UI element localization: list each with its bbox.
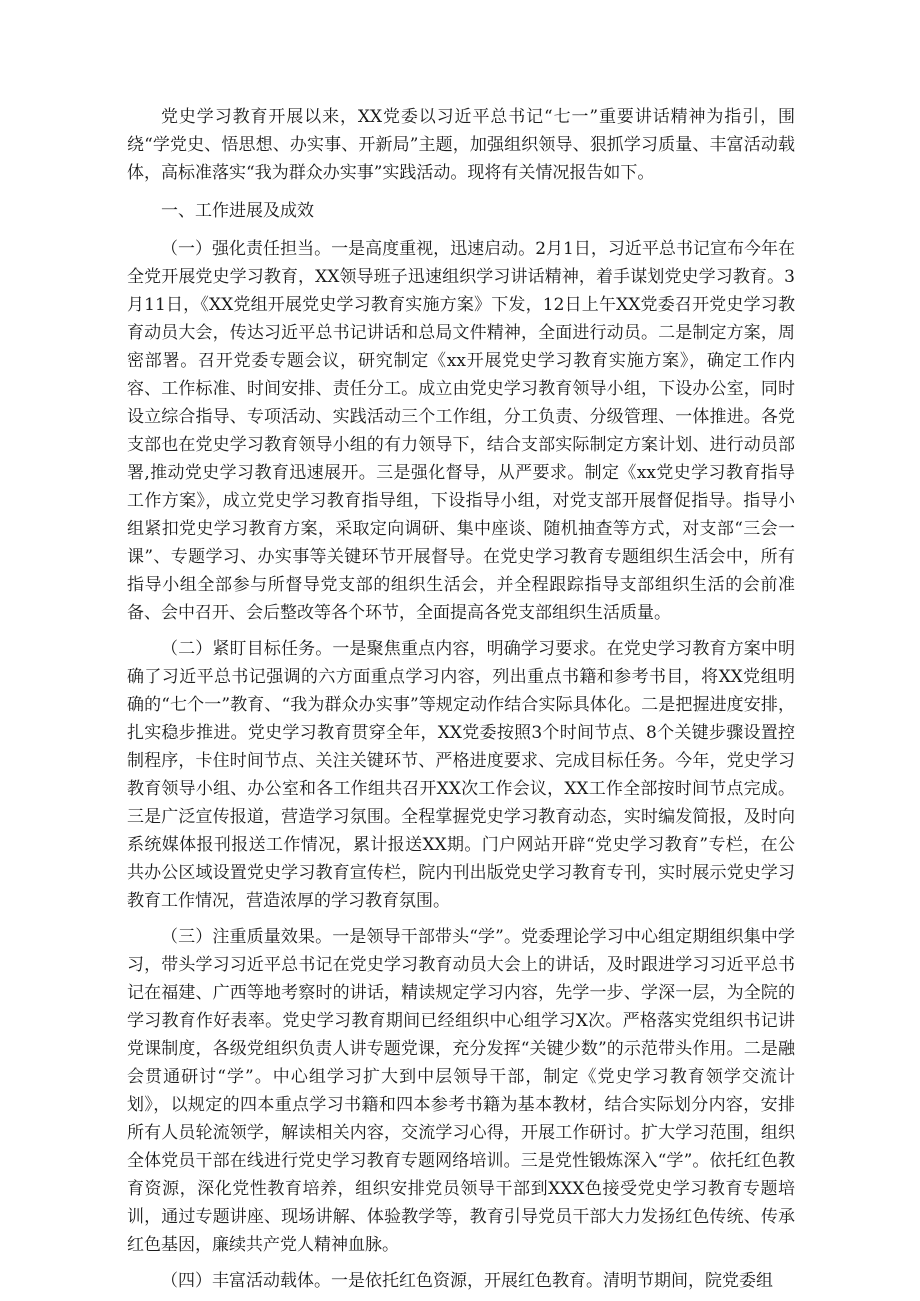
paragraph-quality: （三）注重质量效果。一是领导干部带头“学”。党委理论学习中心组定期组织集中学习，带头学习习近平总书记在党史学习教育动员大会上的讲话，及时跟进学习习近平总书记在福建、广西等地考察时的讲话，精读规定学习内容，先学一步、学深一层，为全院的学习教育作好表率。党史学习教育期间已经组织中心组学习X次。严格落实党组织书记讲党课制度，各级党组织负责人讲专题党课，充分发挥“关键少数”的示范带头作用。二是融会贯通研讨“学”。中心组学习扩大到中层领导干部，制定《党史学习教育领学交流计划》，以规定的四本重点学习书籍和四本参考书籍为基本教材，结合实际划分内容，安排所有人员轮流领学，解读相关内容，交流学习心得，开展工作研讨。扩大学习范围，组织全体党员干部在线进行党史学习教育专题网络培训。三是党性锻炼深入“学”。依托红色教育资源，深化党性教育培养，组织安排党员领导干部到XXX色接受党史学习教育专题培训，通过专题讲座、现场讲解、体验教学等，教育引导党员干部大力发扬红色传统、传承红色基因，廉续共产党人精神血脉。	[127, 927, 795, 1255]
paragraph-responsibility: （一）强化责任担当。一是高度重视，迅速启动。2月1日，习近平总书记宣布今年在全党开展党史学习教育，XX领导班子迅速组织学习讲话精神，着手谋划党史学习教育。3月11日，《XX党组开展党史学习教育实施方案》下发，12日上午XX党委召开党史学习教育动员大会，传达习近平总书记讲话和总局文件精神，全面进行动员。二是制定方案，周密部署。召开党委专题会议，研究制定《xx开展党史学习教育实施方案》，确定工作内容、工作标准、时间安排、责任分工。成立由党史学习教育领导小组，下设办公室，同时设立综合指导、专项活动、实践活动三个工作组，分工负责、分级管理、一体推进。各党支部也在党史学习教育领导小组的有力领导下，结合支部实际制定方案计划、进行动员部署,推动党史学习教育迅速展开。三是强化督导，从严要求。制定《xx党史学习教育指导工作方案》，成立党史学习教育指导组，下设指导小组，对党支部开展督促指导。指导小组紧扣党史学习教育方案，采取定向调研、集中座谈、随机抽查等方式，对支部“三会一课”、专题学习、办实事等关键环节开展督导。在党史学习教育专题组织生活会中，所有指导小组全部参与所督导党支部的组织生活会，并全程跟踪指导支部组织生活的会前准备、会中召开、会后整改等各个环节，全面提高各党支部组织生活质量。	[127, 239, 795, 623]
document-body	[127, 103, 795, 1301]
paragraph-targets: （二）紧盯目标任务。一是聚焦重点内容，明确学习要求。在党史学习教育方案中明确了习近平总书记强调的六方面重点学习内容，列出重点书籍和参考书目，将XX党组明确的“七个一”教育、“我为群众办实事”等规定动作结合实际具体化。二是把握进度安排，扎实稳步推进。党史学习教育贯穿全年，XX党委按照3个时间节点、8个关键步骤设置控制程序，卡住时间节点、关注关键环节、严格进度要求、完成目标任务。今年，党史学习教育领导小组、办公室和各工作组共召开XX次工作会议，XX工作全部按时间节点完成。三是广泛宣传报道，营造学习氛围。全程掌握党史学习教育动态，实时编发简报，及时向系统媒体报刊报送工作情况，累计报送XX期。门户网站开辟“党史学习教育”专栏，在公共办公区域设置党史学习教育宣传栏，院内刊出版党史学习教育专刊，实时展示党史学习教育工作情况，营造浓厚的学习教育氛围。	[127, 639, 795, 911]
paragraph-activities: （四）丰富活动载体。一是依托红色资源，开展红色教育。清明节期间，院党委组	[161, 1271, 773, 1291]
section-heading: 一、工作进展及成效	[161, 201, 314, 221]
intro-paragraph: 党史学习教育开展以来，XX党委以习近平总书记“七一”重要讲话精神为指引，围绕“学党史、悟思想、办实事、开新局”主题，加强组织领导、狠抓学习质量、丰富活动载体，高标准落实“我为群众办实事”实践活动。现将有关情况报告如下。	[127, 107, 795, 183]
